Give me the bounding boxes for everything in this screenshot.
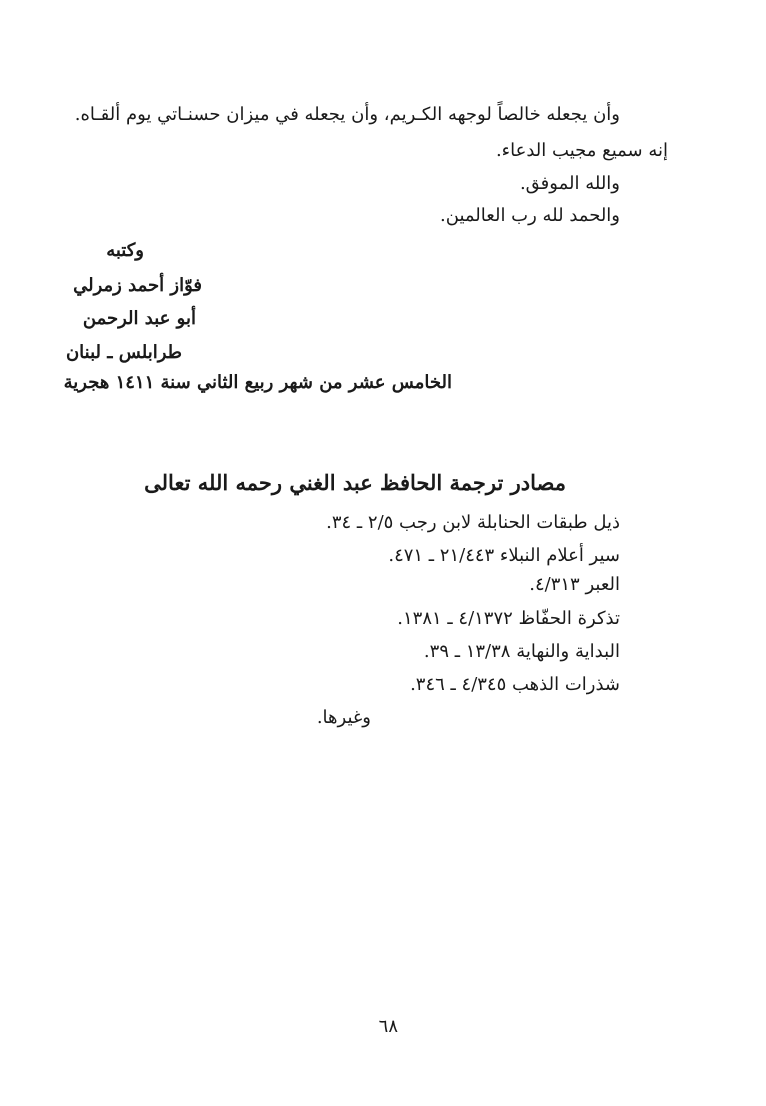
signature-wrote: وكتبه <box>106 240 144 261</box>
source-item: سير أعلام النبلاء ٢١/٤٤٣ ـ ٤٧١. <box>388 545 620 566</box>
source-item: ذيل طبقات الحنابلة لابن رجب ٢/٥ ـ ٣٤. <box>326 512 620 533</box>
signature-author-name: فوّاز أحمد زمرلي <box>73 275 202 296</box>
source-item: تذكرة الحفّاظ ٤/١٣٧٢ ـ ١٣٨١. <box>397 608 620 629</box>
signature-location: طرابلس ـ لبنان <box>65 342 182 363</box>
closing-line-3: والله الموفق. <box>519 173 620 194</box>
signature-date: الخامس عشر من شهر ربيع الثاني سنة ١٤١١ هجرية <box>63 372 452 393</box>
source-item: البداية والنهاية ١٣/٣٨ ـ ٣٩. <box>423 641 620 662</box>
page-number: ٦٨ <box>378 1016 398 1037</box>
sources-closing: وغيرها. <box>316 707 371 728</box>
source-item: العبر ٤/٣١٣. <box>529 574 620 595</box>
source-item: شذرات الذهب ٤/٣٤٥ ـ ٣٤٦. <box>410 674 620 695</box>
closing-line-1: وأن يجعله خالصاً لوجهه الكـريم، وأن يجعله في ميزان حسنـاتي يوم ألقـاه. <box>74 104 620 125</box>
closing-line-2: إنه سميع مجيب الدعاء. <box>495 140 668 161</box>
closing-line-4: والحمد لله رب العالمين. <box>440 205 620 226</box>
sources-heading: مصادر ترجمة الحافظ عبد الغني رحمه الله تعالى <box>144 470 566 495</box>
signature-kunya: أبو عبد الرحمن <box>82 308 196 329</box>
